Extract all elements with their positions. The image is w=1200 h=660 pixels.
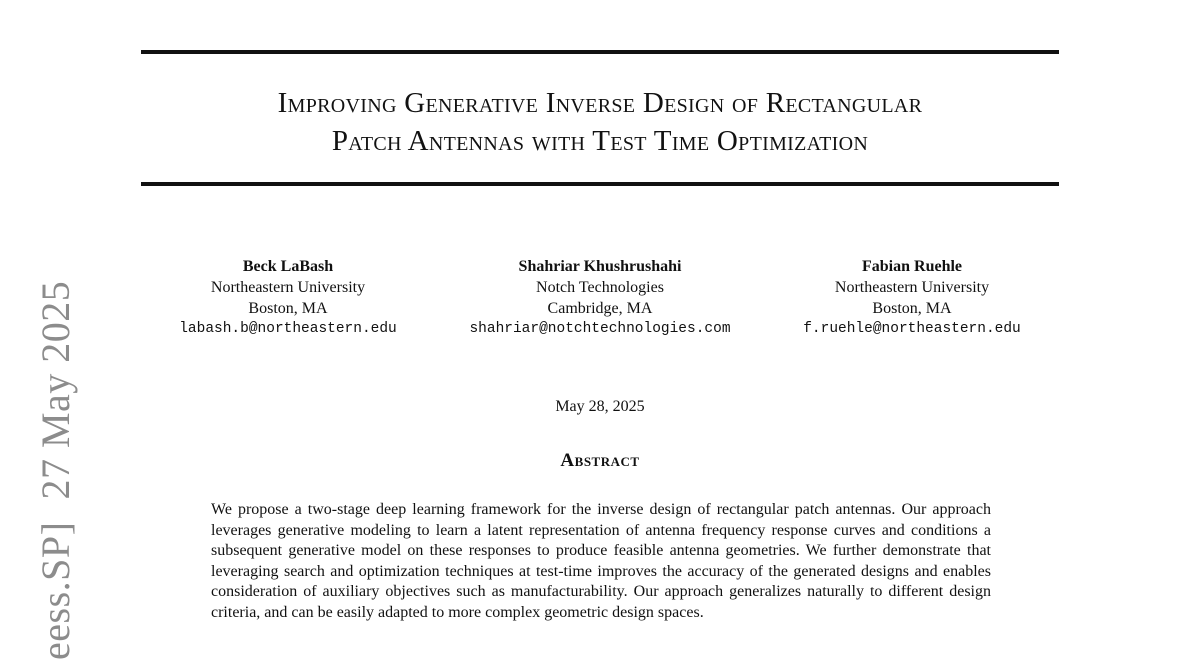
title-top-rule: [141, 50, 1059, 54]
author-email[interactable]: labash.b@northeastern.edu: [179, 321, 397, 337]
paper-title-line-1: Improving Generative Inverse Design of Rectangular: [277, 87, 923, 119]
author-name: Shahriar Khushrushahi: [518, 258, 682, 275]
author-location: Boston, MA: [872, 300, 952, 317]
abstract-heading: Abstract: [560, 450, 640, 471]
author-location: Boston, MA: [248, 300, 328, 317]
abstract-text: We propose a two-stage deep learning framework for the inverse design of rectangular patch antennas. Our approach leverages generative modeling to learn a latent representation of antenna frequency response curves and conditions a subsequent generative model on these responses to produce feasible antenna geometries. We further demonstrate that leveraging search and optimization techniques at test-time improves the accuracy of the generated designs and enables consideration of auxiliary objectives such as manufacturability. Our approach generalizes naturally to different design criteria, and can be easily adapted to more complex geometric design spaces.: [211, 501, 991, 621]
author-block: [469, 256, 730, 340]
paper-date: May 28, 2025: [555, 398, 645, 415]
author-location: Cambridge, MA: [547, 300, 653, 317]
author-name: Fabian Ruehle: [861, 258, 963, 275]
arxiv-side-stamp: [32, 281, 79, 660]
author-affiliation: Northeastern University: [834, 279, 990, 296]
title-bottom-rule: [141, 182, 1059, 186]
paper-title: [141, 84, 1059, 160]
arxiv-category: eess.SP]: [33, 521, 78, 660]
author-affiliation: Notch Technologies: [536, 279, 664, 296]
author-affiliation: Northeastern University: [210, 279, 366, 296]
paper-title-line-2: Patch Antennas with Test Time Optimization: [331, 125, 869, 157]
author-email[interactable]: f.ruehle@northeastern.edu: [803, 321, 1021, 337]
author-block: [179, 256, 397, 340]
arxiv-date: 27 May 2025: [33, 280, 78, 500]
author-name: Beck LaBash: [242, 258, 334, 275]
author-email[interactable]: shahriar@notchtechnologies.com: [469, 321, 731, 337]
author-block: [803, 256, 1021, 340]
